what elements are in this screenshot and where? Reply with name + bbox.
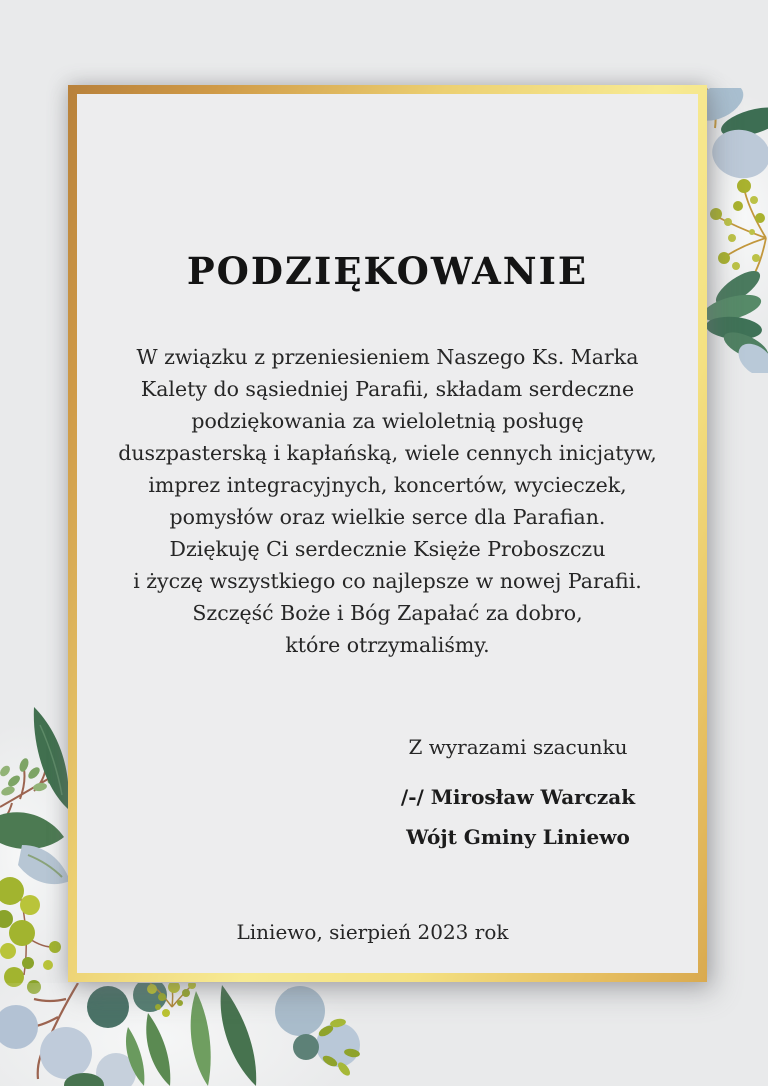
- signer-title: Wójt Gminy Liniewo: [406, 825, 630, 849]
- body-paragraph: [77, 341, 698, 661]
- foliage-bottom-illustration: [0, 983, 480, 1086]
- body-line: W związku z przeniesieniem Naszego Ks. Marka: [136, 345, 639, 369]
- body-line: Dziękuję Ci serdecznie Księże Proboszczu: [169, 537, 606, 561]
- eucalyptus-row-icon: [0, 983, 480, 1086]
- document-paper: [77, 94, 698, 973]
- closing-salutation: Z wyrazami szacunku: [408, 735, 628, 759]
- body-line: duszpasterską i kapłańską, wiele cennych inicjatyw,: [118, 441, 657, 465]
- body-line: Szczęść Boże i Bóg Zapałać za dobro,: [192, 601, 583, 625]
- body-line: imprez integracyjnych, koncertów, wycieczek,: [148, 473, 627, 497]
- body-line: Kalety do sąsiedniej Parafii, składam serdeczne: [140, 377, 635, 401]
- document-title: PODZIĘKOWANIE: [186, 248, 589, 293]
- body-line: które otrzymaliśmy.: [285, 633, 490, 657]
- body-line: pomysłów oraz wielkie serce dla Parafian.: [169, 505, 606, 529]
- body-line: podziękowania za wieloletnią posługę: [191, 409, 584, 433]
- dateline: Liniewo, sierpień 2023 rok: [236, 920, 509, 944]
- body-line: i życzę wszystkiego co najlepsze w nowej Parafii.: [133, 569, 642, 593]
- gold-frame: [68, 85, 707, 982]
- leaves-branch-icon: [0, 695, 72, 1015]
- closing-block: [401, 735, 635, 849]
- foliage-left-illustration: [0, 695, 72, 1015]
- signature-name: /-/ Mirosław Warczak: [400, 785, 636, 809]
